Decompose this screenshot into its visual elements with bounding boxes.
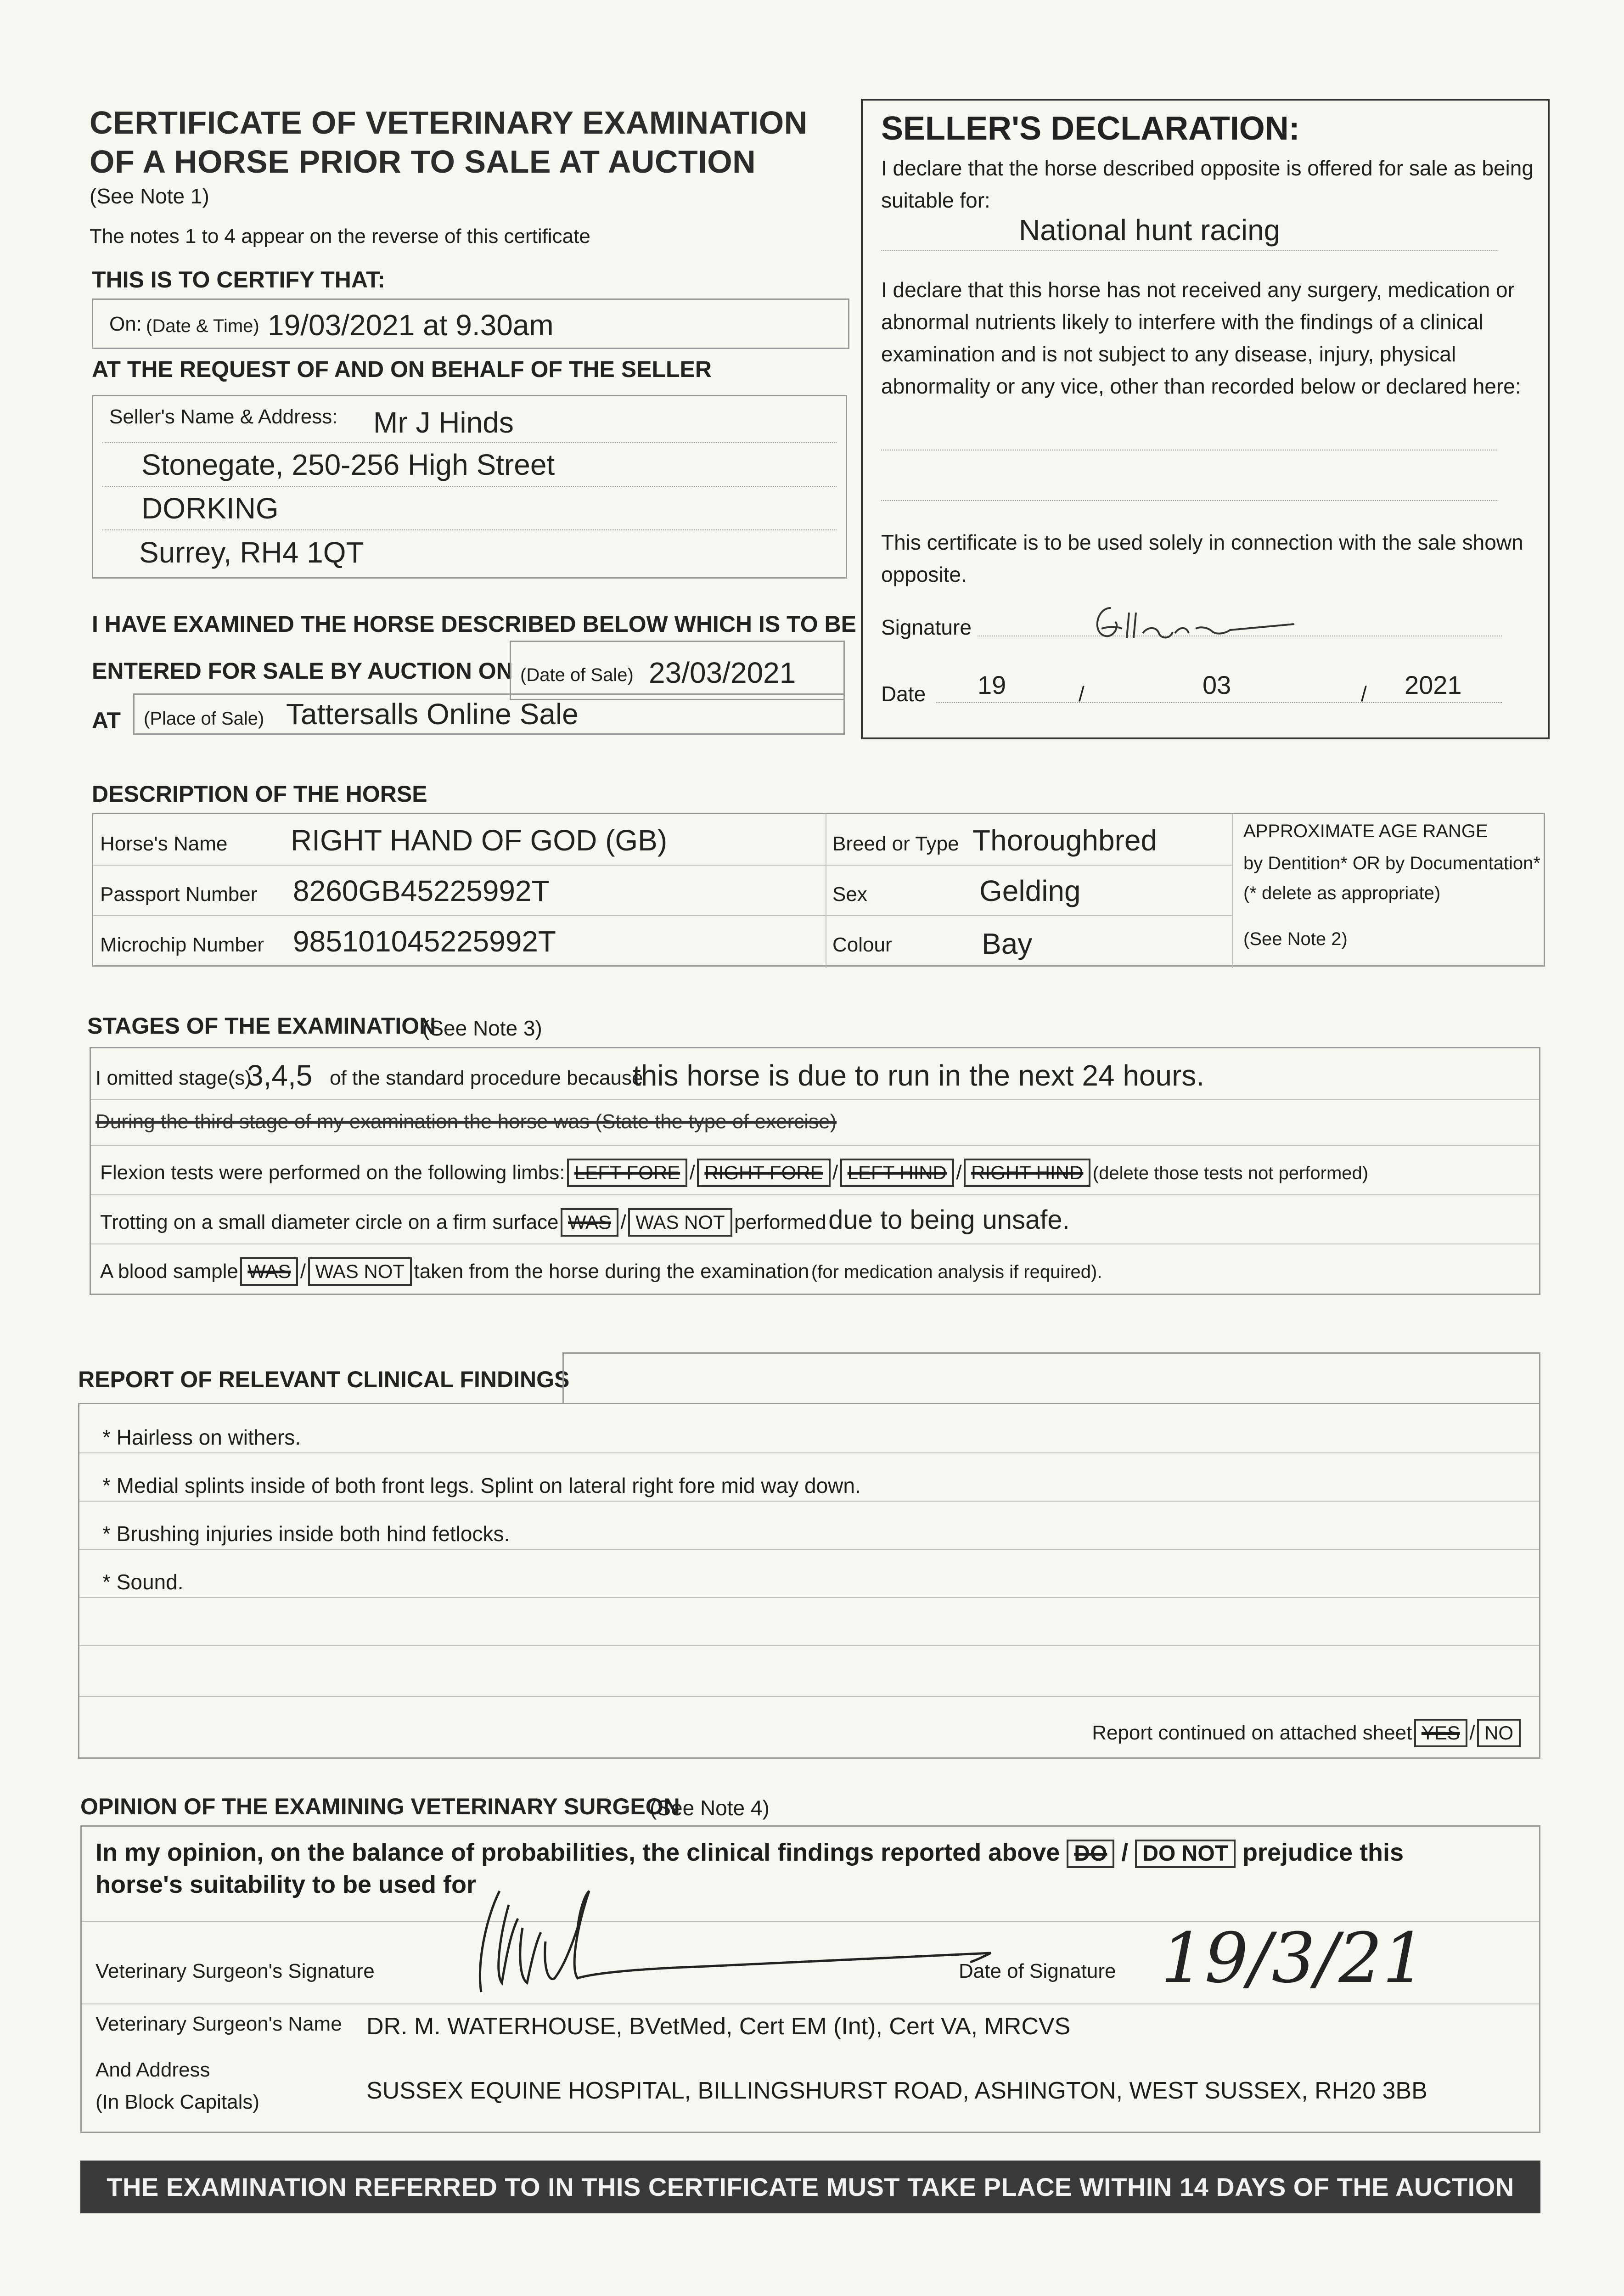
passport-label: Passport Number [100, 883, 258, 906]
finding-4[interactable]: * Sound. [102, 1570, 184, 1594]
trotting-was[interactable]: WAS [561, 1208, 618, 1237]
slash: / [620, 1211, 626, 1233]
at-label: AT [92, 708, 121, 733]
date-of-signature-label: Date of Signature [959, 1960, 1116, 1982]
omitted-stages-value[interactable]: 3,4,5 [247, 1059, 313, 1092]
slash: / [689, 1161, 695, 1184]
seller-address-line3[interactable]: Surrey, RH4 1QT [139, 536, 364, 569]
opinion-do-not[interactable]: DO NOT [1135, 1840, 1236, 1868]
continued-yes[interactable]: YES [1414, 1719, 1467, 1747]
limb-left-hind[interactable]: LEFT HIND [840, 1159, 954, 1187]
trotting-reason[interactable]: due to being unsafe. [828, 1205, 1070, 1235]
breed-value[interactable]: Thoroughbred [972, 824, 1158, 857]
report-heading: REPORT OF RELEVANT CLINICAL FINDINGS [78, 1367, 570, 1392]
on-label: On: [109, 313, 142, 335]
declaration-date-day[interactable]: 19 [978, 670, 1006, 699]
age-range-line1: APPROXIMATE AGE RANGE [1243, 821, 1488, 841]
omitted-mid: of the standard procedure because [330, 1067, 643, 1089]
place-of-sale-value[interactable]: Tattersalls Online Sale [286, 698, 579, 731]
trotting-performed: performed [734, 1211, 826, 1233]
declaration-para2-line1: I declare that this horse has not received any surgery, medication or [881, 278, 1515, 302]
seller-declaration-box [861, 99, 1550, 739]
seller-label: Seller's Name & Address: [109, 405, 338, 428]
seller-box [92, 395, 847, 579]
microchip-value[interactable]: 985101045225992T [293, 925, 556, 958]
date-time-label: (Date & Time) [146, 316, 259, 336]
date-label: Date [881, 682, 926, 706]
horse-name-value[interactable]: RIGHT HAND OF GOD (GB) [291, 824, 668, 857]
stages-box [90, 1047, 1540, 1295]
limb-right-hind[interactable]: RIGHT HIND [964, 1159, 1090, 1187]
certificate-title-line1: CERTIFICATE OF VETERINARY EXAMINATION [90, 105, 808, 141]
date-of-sale-value[interactable]: 23/03/2021 [649, 656, 796, 689]
place-of-sale-label: (Place of Sale) [144, 709, 264, 729]
declaration-intro2: suitable for: [881, 188, 990, 212]
slash: / [1121, 1839, 1129, 1866]
slash: / [300, 1260, 306, 1283]
slash: / [832, 1161, 838, 1184]
colour-label: Colour [832, 934, 892, 956]
slash: / [1469, 1722, 1475, 1744]
seller-address-line1[interactable]: Stonegate, 250-256 High Street [141, 448, 555, 481]
date-time-value[interactable]: 19/03/2021 at 9.30am [268, 309, 554, 342]
place-of-sale-box [133, 693, 845, 735]
slash: / [956, 1161, 962, 1184]
signature-label: Signature [881, 615, 972, 639]
date-separator-1: / [1079, 682, 1085, 706]
date-separator-2: / [1361, 682, 1367, 706]
finding-1[interactable]: * Hairless on withers. [102, 1425, 301, 1449]
seller-name[interactable]: Mr J Hinds [373, 406, 514, 439]
report-continued-label: Report continued on attached sheet [1092, 1722, 1412, 1744]
flexion-note: (delete those tests not performed) [1092, 1163, 1369, 1183]
stages-heading: STAGES OF THE EXAMINATION [87, 1013, 436, 1039]
opinion-text1: In my opinion, on the balance of probabilities, the clinical findings reported above [96, 1839, 1060, 1866]
flexion-row [100, 1159, 1368, 1187]
notes-text: The notes 1 to 4 appear on the reverse of this certificate [90, 225, 590, 248]
passport-value[interactable]: 8260GB45225992T [293, 874, 550, 907]
declaration-date-year[interactable]: 2021 [1405, 670, 1462, 699]
examined-heading: I HAVE EXAMINED THE HORSE DESCRIBED BELOW WHICH IS TO BE [92, 611, 856, 637]
blood-was-not[interactable]: WAS NOT [308, 1257, 412, 1286]
declaration-date-month[interactable]: 03 [1203, 670, 1231, 699]
address-label-1: And Address [96, 2059, 210, 2081]
breed-label: Breed or Type [832, 833, 959, 855]
flexion-label: Flexion tests were performed on the following limbs: [100, 1161, 565, 1184]
report-box [78, 1403, 1540, 1759]
entered-text: ENTERED FOR SALE BY AUCTION ON [92, 658, 513, 684]
blood-label: A blood sample [100, 1260, 238, 1283]
footer-banner: THE EXAMINATION REFERRED TO IN THIS CERTIFICATE MUST TAKE PLACE WITHIN 14 DAYS OF THE AUCTION [80, 2161, 1540, 2213]
blood-note: (for medication analysis if required). [811, 1262, 1102, 1282]
see-note-1: (See Note 1) [90, 184, 209, 208]
suitable-for-value[interactable]: National hunt racing [1019, 214, 1281, 247]
vet-name-value[interactable]: DR. M. WATERHOUSE, BVetMed, Cert EM (Int), Cert VA, MRCVS [366, 2013, 1071, 2040]
request-heading: AT THE REQUEST OF AND ON BEHALF OF THE SELLER [92, 356, 712, 382]
vet-signature-label: Veterinary Surgeon's Signature [96, 1960, 375, 1982]
report-continued-row [1092, 1719, 1521, 1747]
trotting-label: Trotting on a small diameter circle on a firm surface [100, 1211, 559, 1233]
opinion-text3: horse's suitability to be used for [96, 1871, 476, 1898]
age-range-line4: (See Note 2) [1243, 929, 1348, 949]
certify-heading: THIS IS TO CERTIFY THAT: [92, 267, 385, 293]
horse-name-label: Horse's Name [100, 833, 228, 855]
declaration-para3-line1: This certificate is to be used solely in connection with the sale shown [881, 530, 1523, 554]
opinion-note: (See Note 4) [650, 1796, 770, 1820]
blood-row [100, 1257, 1102, 1286]
sex-value[interactable]: Gelding [979, 874, 1081, 907]
blood-tail: taken from the horse during the examination [414, 1260, 809, 1283]
sex-label: Sex [832, 883, 867, 906]
opinion-heading: OPINION OF THE EXAMINING VETERINARY SURGEON [80, 1794, 680, 1819]
omitted-label: I omitted stage(s) [96, 1067, 252, 1089]
trotting-row [100, 1204, 1070, 1237]
address-label-2: (In Block Capitals) [96, 2091, 260, 2113]
date-of-sale-label: (Date of Sale) [520, 665, 634, 685]
third-stage-text: During the third stage of my examination the horse was (State the type of exercise) [96, 1110, 837, 1133]
opinion-box [80, 1825, 1540, 2133]
report-heading-box [562, 1352, 1540, 1403]
certificate-title-line2: OF A HORSE PRIOR TO SALE AT AUCTION [90, 144, 756, 180]
opinion-do[interactable]: DO [1067, 1840, 1114, 1868]
opinion-text2: prejudice this [1242, 1839, 1404, 1866]
address-value[interactable]: SUSSEX EQUINE HOSPITAL, BILLINGSHURST ROAD, ASHINGTON, WEST SUSSEX, RH20 3BB [366, 2077, 1427, 2104]
finding-3[interactable]: * Brushing injuries inside both hind fetlocks. [102, 1522, 510, 1546]
trotting-was-not[interactable]: WAS NOT [628, 1208, 732, 1237]
finding-2[interactable]: * Medial splints inside of both front legs. Splint on lateral right fore mid way down. [102, 1474, 861, 1497]
date-time-box [92, 298, 849, 349]
description-heading: DESCRIPTION OF THE HORSE [92, 781, 427, 807]
declaration-intro1: I declare that the horse described opposite is offered for sale as being [881, 156, 1534, 180]
blood-was[interactable]: WAS [240, 1257, 298, 1286]
stages-note: (See Note 3) [422, 1016, 542, 1040]
date-of-sale-box [510, 641, 845, 700]
seller-declaration-heading: SELLER'S DECLARATION: [881, 110, 1300, 147]
vet-name-label: Veterinary Surgeon's Name [96, 2013, 342, 2035]
declaration-para3-line2: opposite. [881, 563, 967, 586]
continued-no[interactable]: NO [1477, 1719, 1521, 1747]
limb-left-fore[interactable]: LEFT FORE [567, 1159, 687, 1187]
seller-signature-text: G. Moore [1083, 588, 1114, 596]
declaration-para2-line4: abnormality or any vice, other than recorded below or declared here: [881, 374, 1521, 398]
age-range-line2: by Dentition* OR by Documentation* [1243, 853, 1540, 873]
omitted-reason[interactable]: this horse is due to run in the next 24 hours. [633, 1059, 1205, 1092]
declaration-para2-line2: abnormal nutrients likely to interfere with the findings of a clinical [881, 310, 1484, 334]
limb-right-fore[interactable]: RIGHT FORE [697, 1159, 830, 1187]
vet-signature-graphic [394, 1863, 991, 1997]
microchip-label: Microchip Number [100, 934, 264, 956]
age-range-line3: (* delete as appropriate) [1243, 883, 1441, 903]
description-table [92, 813, 1545, 967]
colour-value[interactable]: Bay [982, 927, 1033, 960]
date-of-signature-value[interactable]: 19/3/21 [1161, 1919, 1427, 1998]
seller-signature-graphic [1083, 588, 1313, 649]
declaration-para2-line3: examination and is not subject to any disease, injury, physical [881, 342, 1456, 366]
seller-address-line2[interactable]: DORKING [141, 492, 279, 525]
